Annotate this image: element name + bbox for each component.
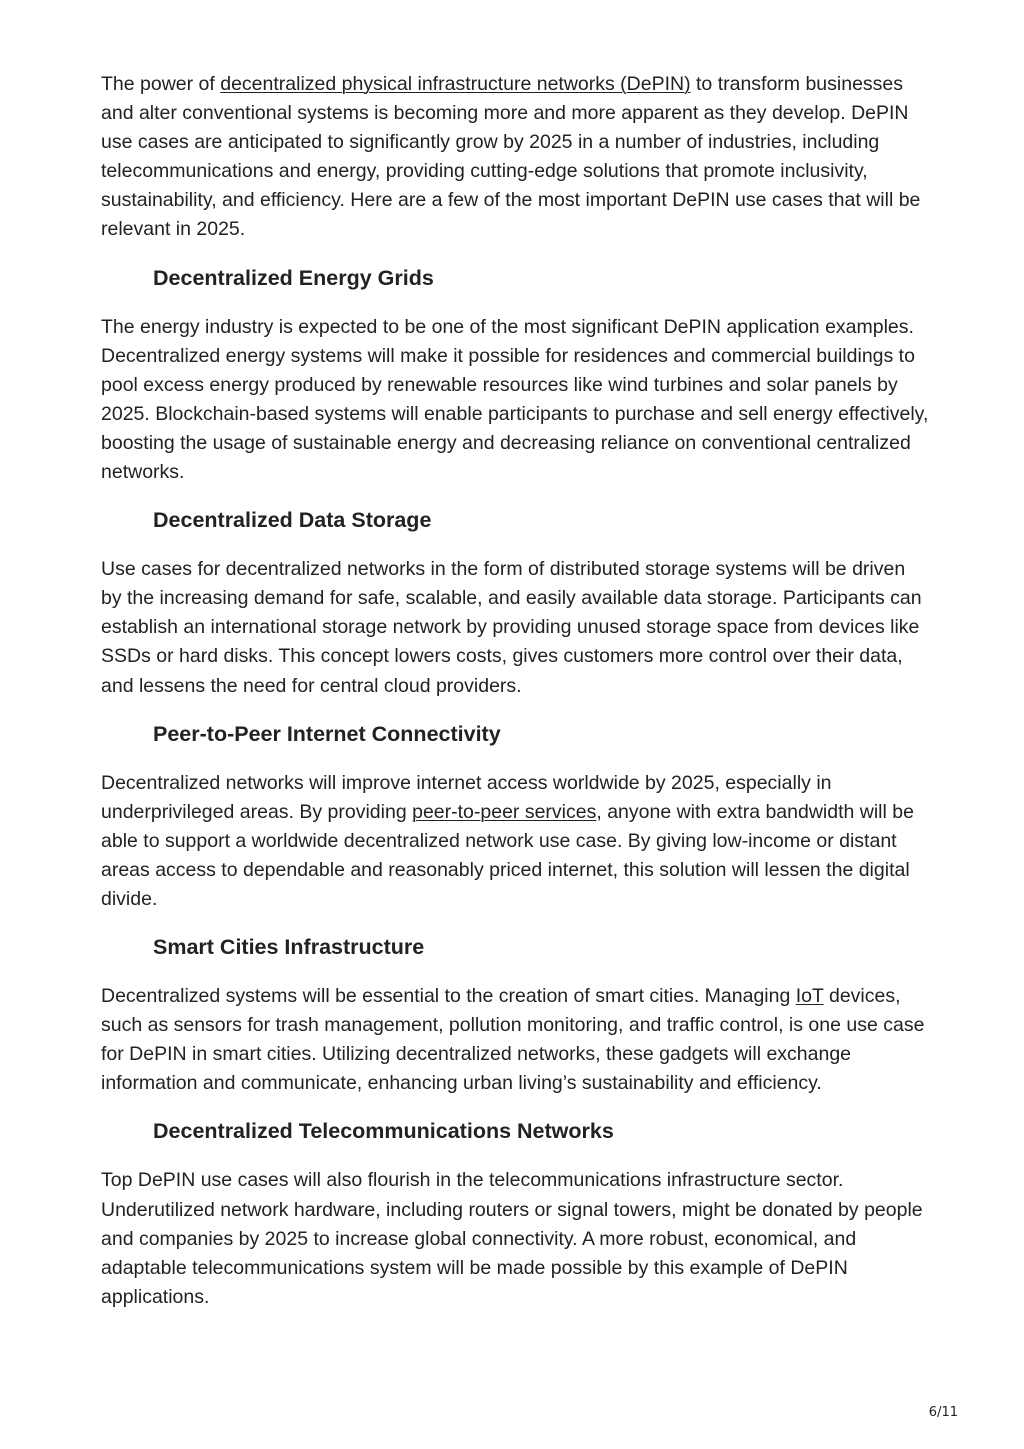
section-heading-smart-cities: Smart Cities Infrastructure	[153, 935, 425, 960]
section-body-p2p-internet	[101, 769, 931, 914]
page-number: 6/11	[928, 1405, 958, 1420]
smart-cities-text-post: devices, such as sensors for trash management, pollution monitoring, and traffic control, is one use case for DePIN in smart cities. Utilizing decentralized networks, these gadgets will exchange information and communicate, enhancing urban living’s sustainability and efficiency.	[101, 985, 925, 1095]
section-body-smart-cities	[101, 982, 931, 1098]
section-body-data-storage: Use cases for decentralized networks in the form of distributed storage systems will be driven by the increasing demand for safe, scalable, and easily available data storage. Participants can establish an international storage network by providing unused storage space from devices like SSDs or hard disks. This concept lowers costs, gives customers more control over their data, and lessens the need for central cloud providers.	[101, 558, 922, 697]
document-body	[101, 70, 931, 1312]
section-heading-energy-grids: Decentralized Energy Grids	[153, 265, 434, 290]
section-heading-telecom: Decentralized Telecommunications Networks	[153, 1119, 614, 1144]
intro-text-pre: The power of	[101, 73, 221, 95]
iot-link[interactable]: IoT	[795, 985, 824, 1008]
depin-link[interactable]: decentralized physical infrastructure networks (DePIN)	[220, 73, 691, 95]
section-heading-p2p-internet: Peer-to-Peer Internet Connectivity	[153, 721, 501, 746]
section-heading-data-storage: Decentralized Data Storage	[153, 508, 432, 533]
intro-text-post: to transform businesses and alter conventional systems is becoming more and more apparent as they develop. DePIN use cases are anticipated to significantly grow by 2025 in a number of industries, including telecommunications and energy, providing cutting-edge solutions that promote inclusivity, sustainability, and efficiency. Here are a few of the most important DePIN use cases that will be relevant in 2025.	[101, 73, 921, 241]
peer-to-peer-services-link[interactable]: peer-to-peer services	[412, 800, 597, 823]
section-body-energy-grids: The energy industry is expected to be one of the most significant DePIN application examples. Decentralized energy systems will make it possible for residences and commercial buildings to pool excess energy produced by renewable resources like wind turbines and solar panels by 2025. Blockchain-based systems will enable participants to purchase and sell energy effectively, boosting the usage of sustainable energy and decreasing reliance on conventional centralized networks.	[101, 315, 929, 484]
smart-cities-text-pre: Decentralized systems will be essential to the creation of smart cities. Managing	[101, 985, 796, 1008]
p2p-text-pre: Decentralized networks will improve internet access worldwide by 2025, especially in underprivileged areas. By providing	[101, 771, 832, 823]
intro-paragraph	[101, 70, 931, 245]
section-body-telecom: Top DePIN use cases will also flourish in the telecommunications infrastructure sector. Underutilized network hardware, including routers or signal towers, might be donated by people and companies by 2025 to increase global connectivity. A more robust, economical, and adaptable telecommunications system will be made possible by this example of DePIN applications.	[101, 1169, 923, 1308]
p2p-text-post: , anyone with extra bandwidth will be able to support a worldwide decentralized network use case. By giving low-income or distant areas access to dependable and reasonably priced internet, this solution will lessen the digital divide.	[101, 800, 914, 910]
